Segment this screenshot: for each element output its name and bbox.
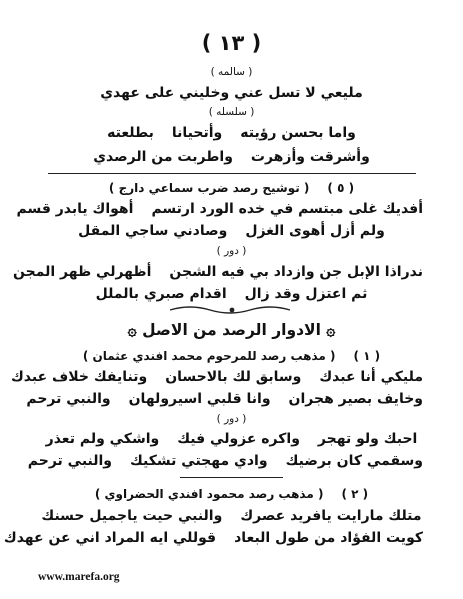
section-2-heading: ( توشيح رصد ضرب سماعي دارج ) [108,181,310,195]
verse-hemistich: واطربت من الرصدي [93,149,233,165]
verse-hemistich: واشكي ولم تعذر [45,431,160,447]
verse-hemistich: وسقمي كان برضيك [285,453,423,469]
ornament-icon: ۞ [326,321,336,339]
section-1-verse-3 [40,146,423,168]
footer-website[interactable]: www.marefa.org [38,571,120,583]
ornament-icon: ۞ [127,321,137,339]
verse-hemistich: قوللي ايه المراد اني عن عهدك [3,530,217,546]
verse-hemistich: وادي مهجتي تشكيك [130,453,268,469]
section-1-note: ( سالمه ) [210,66,253,78]
verse-hemistich: وسابق لك بالاحسان [165,369,302,385]
chapter-title-line [40,317,423,343]
verse-hemistich: ندراذا الإبل جن وازداد بي فيه الشجن [169,264,423,280]
verse-hemistich: بطلعته [107,125,154,141]
section-3-line-4 [27,450,423,472]
chapter-title: الادوار الرصد من الاصل [142,321,321,339]
ornamental-divider [0,303,463,317]
verse-hemistich: كويت الفؤاد من طول البعاد [234,530,423,546]
section-2-heading-line [40,178,423,198]
verse-hemistich: وأشرقت وأزهرت [250,149,370,165]
verse-hemistich: أفديك غلى مبتسم في خده الورد ارتسم [151,201,423,217]
verse-hemistich: متلك مارايت يافريد عصرك [240,508,422,524]
section-1-verse-2 [40,122,423,144]
section-3-heading: ( مذهب رصد للمرحوم محمد افندي عثمان ) [82,349,336,363]
verse-hemistich: مليكي أنا عبدك [319,369,423,385]
section-2-line-2 [40,220,423,242]
verse-hemistich: والنبي ترحم [27,453,113,469]
section-1-verse-1: مليعي لا تسل عني وخليني على عهدي [100,85,363,101]
section-4-heading-line [40,484,423,504]
section-2-number: ( ٥ ) [327,181,355,195]
section-3-line-2 [26,388,423,410]
section-2-dawr-label: ( دور ) [216,245,247,257]
section-4-line-1 [40,505,423,527]
verse-hemistich: وخايف بصير هجران [288,391,423,407]
section-3-number: ( ١ ) [353,349,381,363]
verse-hemistich: اقدام صبري بالملل [95,286,227,302]
section-3-heading-line [40,346,423,366]
verse-hemistich: احبك ولو تهجر [317,431,418,447]
section-2-line-1 [16,198,423,220]
section-3-dawr-label: ( دور ) [216,413,247,425]
verse-hemistich: والنبي ترحم [26,391,111,407]
verse-hemistich: أهواك يابدر قسم [16,201,134,217]
section-4-line-2 [3,527,423,549]
section-divider [48,173,416,174]
section-2-line-4 [40,283,423,305]
section-divider [180,477,283,478]
verse-hemistich: وتنايفك خلاف عبدك [10,369,148,385]
verse-hemistich: وانا قلبي اسيرولهان [128,391,271,407]
verse-hemistich: واما بحسن رؤيته [240,125,356,141]
section-1-note-2: ( سلسله ) [208,106,255,118]
section-3-line-3 [40,428,423,450]
verse-hemistich: واكره عزولي فيك [177,431,300,447]
section-4-number: ( ٢ ) [341,487,369,501]
section-4-heading: ( مذهب رصد محمود افندي الحضراوي ) [94,487,324,501]
verse-hemistich: ثم اعتزل وقد زال [244,286,368,302]
verse-hemistich: والنبي حيت ياجميل حسنك [41,508,223,524]
section-2-line-3 [13,261,423,283]
section-3-line-1 [10,366,423,388]
page-number: ( ١٣ ) [201,31,262,55]
verse-hemistich: أظهرلي ظهر المجن [13,264,152,280]
verse-hemistich: وصادني ساجي المقل [78,223,228,239]
verse-hemistich: ولم أزل أهوى الغزل [245,223,385,239]
verse-hemistich: وأتحيانا [171,125,223,141]
